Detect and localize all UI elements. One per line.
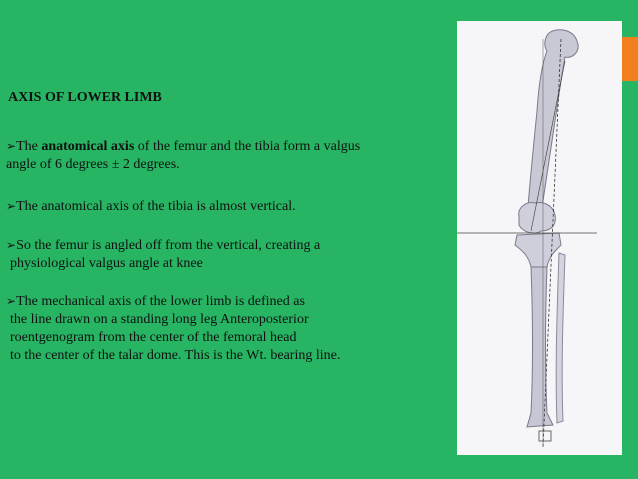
fibula-shape [556,253,565,423]
bullet-text-bold: anatomical axis [41,139,135,154]
femoral-condyles-shape [519,203,556,234]
bullet-text: of the femur and the tibia form a valgus [134,139,361,154]
arrow-bullet-icon: ➢ [6,139,17,153]
bullet-anatomical-axis [6,137,360,174]
bullet-mechanical-axis [6,292,340,365]
bullet-text: The mechanical axis of the lower limb is defined as [16,294,305,309]
bullet-femur-angle [6,236,320,273]
bullet-text-line: angle of 6 degrees ± 2 degrees. [6,157,180,172]
arrow-bullet-icon: ➢ [6,294,17,308]
bullet-text-line: to the center of the talar dome. This is the Wt. bearing line. [10,348,341,363]
arrow-bullet-icon: ➢ [6,238,17,252]
accent-tab [622,37,638,81]
slide-title: AXIS OF LOWER LIMB [8,90,162,105]
tibial-plateau-shape [515,233,561,267]
bullet-text-line: physiological valgus angle at knee [10,256,203,271]
talar-dome-marker [539,431,551,441]
femur-shape [527,30,578,221]
lower-limb-bone-illustration [457,21,622,455]
bullet-text-line: the line drawn on a standing long leg Anteroposterior [10,312,309,327]
bullet-text-line: roentgenogram from the center of the femoral head [10,330,297,345]
bullet-tibia-axis [6,197,296,216]
bullet-text: The anatomical axis of the tibia is almost vertical. [16,199,296,214]
bullet-text-prefix: The [16,139,42,154]
bullet-text: So the femur is angled off from the vertical, creating a [16,238,321,253]
bone-drawing-icon [457,21,622,455]
tibia-shape [527,267,553,427]
arrow-bullet-icon: ➢ [6,199,17,213]
